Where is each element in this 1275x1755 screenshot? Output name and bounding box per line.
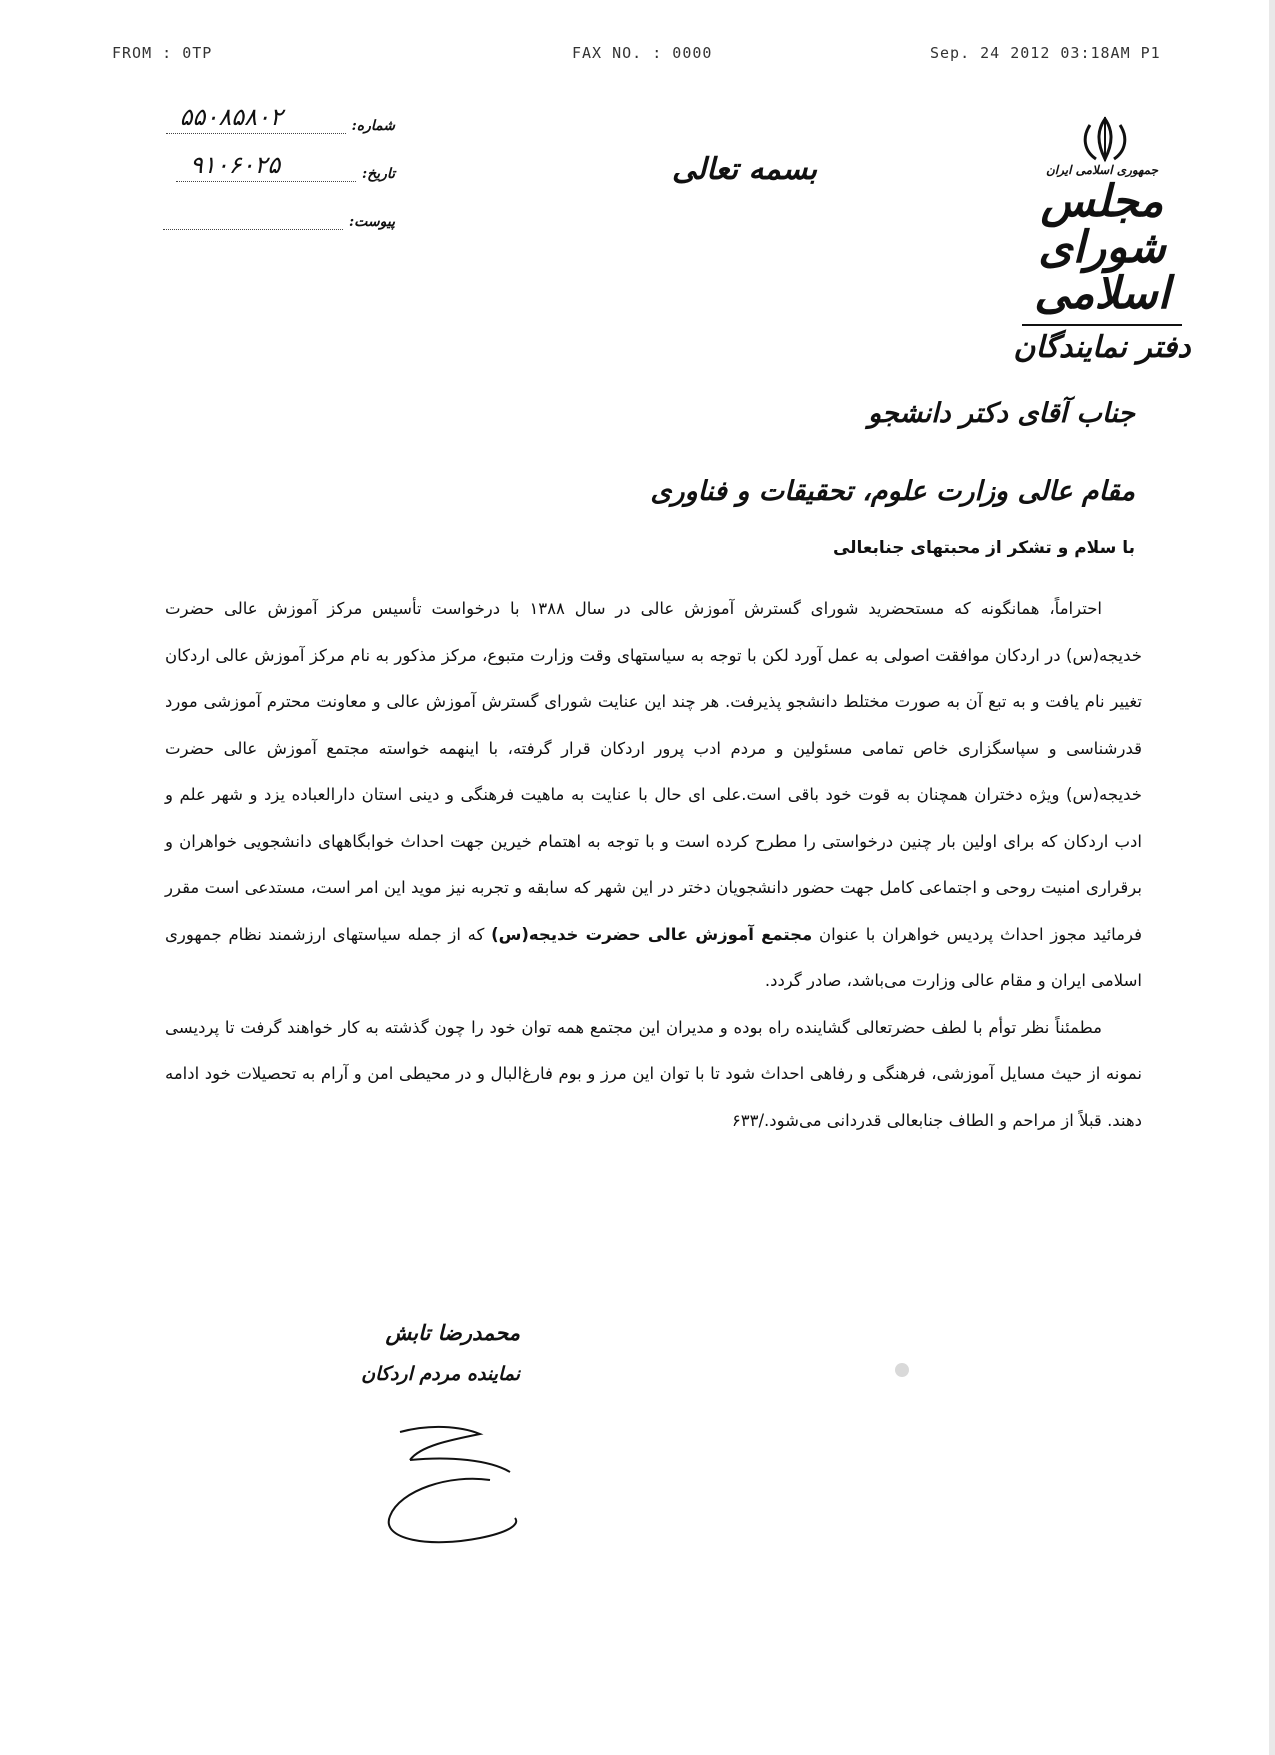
letter-date-label: تاریخ:	[361, 166, 395, 182]
scan-edge	[1269, 0, 1275, 1755]
letter-date-row	[176, 151, 395, 182]
addressee-title: مقام عالی وزارت علوم، تحقیقات و فناوری	[650, 476, 1135, 507]
signatory-title: نماینده مردم اردکان	[361, 1363, 520, 1385]
fax-number: FAX NO. : 0000	[572, 44, 713, 62]
fax-date: Sep. 24 2012 03:18AM P1	[930, 44, 1161, 62]
letter-body	[165, 586, 1142, 1144]
scan-speck	[895, 1363, 909, 1377]
addressee-name: جناب آقای دکتر دانشجو	[868, 398, 1135, 429]
bismillah-heading: بسمه تعالی	[672, 152, 818, 187]
complex-name-emphasis: مجتمع آموزش عالی حضرت خدیجه(س)	[491, 924, 813, 944]
attachment-label: پیوست:	[349, 214, 395, 230]
signatory-name: محمدرضا تابش	[385, 1320, 520, 1345]
body-paragraph-2: مطمئناً نظر توأم با لطف حضرتعالی گشاینده راه بوده و مدیران این مجتمع همه توان خود را چون گذشته به کار خواهند گرفت تا پردیسی نمونه از حیث مسایل آموزشی، فرهنگی و رفاهی احداث شود تا با توان این مرز و بوم فارغ‌البال و در محیطی امن و آرام به تحصیلات خود ادامه دهند. قبلاً از مراحم و الطاف جنابعالی قدردانی می‌شود./۶۳۳	[165, 1017, 1142, 1130]
body-paragraph-1: احتراماً، همانگونه که مستحضرید شورای گسترش آموزش عالی در سال ۱۳۸۸ با درخواست تأسیس مرکز آموزش عالی حضرت خدیجه(س) در اردکان موافقت اصولی به عمل آورد لکن با توجه به سیاستهای وقت وزارت متبوع، مرکز مذکور به نام مرکز آموزش عالی اردکان تغییر نام یافت و به تبع آن به صورت مختلط دانشجو پذیرفت. هر چند این عنایت شورای گسترش آموزش عالی و معاونت محترم آموزشی مورد قدرشناسی و سپاسگزاری خاص تمامی مسئولین و مردم ادب پرور اردکان قرار گرفته، با اینهمه خواسته مجتمع آموزش عالی حضرت خدیجه(س) ویژه دختران همچنان به قوت خود باقی است.علی ای حال با عنایت به ماهیت فرهنگی و دینی استان دارالعباده یزد و شهر علم و ادب اردکان که برای اولین بار چنین درخواستی را مطرح کرده است و با توجه به اهتمام خیرین جهت احداث خوابگاههای دانشجویی خواهران و برقراری امنیت روحی و اجتماعی کامل جهت حضور دانشجویان دختر در این شهر که سابقه و تجربه نیز موید این امر است، مستدعی است مقرر فرمائید مجوز احداث پردیس خواهران با عنوان مجتمع آموزش عالی حضرت خدیجه(س) که از جمله سیاستهای ارزشمند نظام جمهوری اسلامی ایران و مقام عالی وزارت می‌باشد، صادر گردد.	[165, 599, 1143, 990]
majlis-title: مجلس شورای اسلامی	[1034, 176, 1170, 320]
letter-number-row	[166, 103, 395, 134]
fax-from: FROM : 0TP	[112, 44, 213, 62]
greeting-line: با سلام و تشکر از محبتهای جنابعالی	[832, 538, 1135, 558]
letterhead-divider	[1022, 324, 1182, 326]
republic-label: جمهوری اسلامی ایران	[1045, 163, 1159, 177]
attachment-row	[163, 214, 395, 230]
office-title: دفتر نمایندگان	[1013, 329, 1191, 365]
letter-number-value: ۵۵۰۸۵۸۰۲	[179, 103, 283, 131]
iran-emblem-icon	[1060, 115, 1150, 165]
letterhead	[997, 163, 1207, 365]
handwritten-signature	[370, 1420, 530, 1550]
letter-number-label: شماره:	[351, 118, 395, 134]
letter-date-value: ۹۱۰۶۰۲۵	[189, 151, 281, 179]
